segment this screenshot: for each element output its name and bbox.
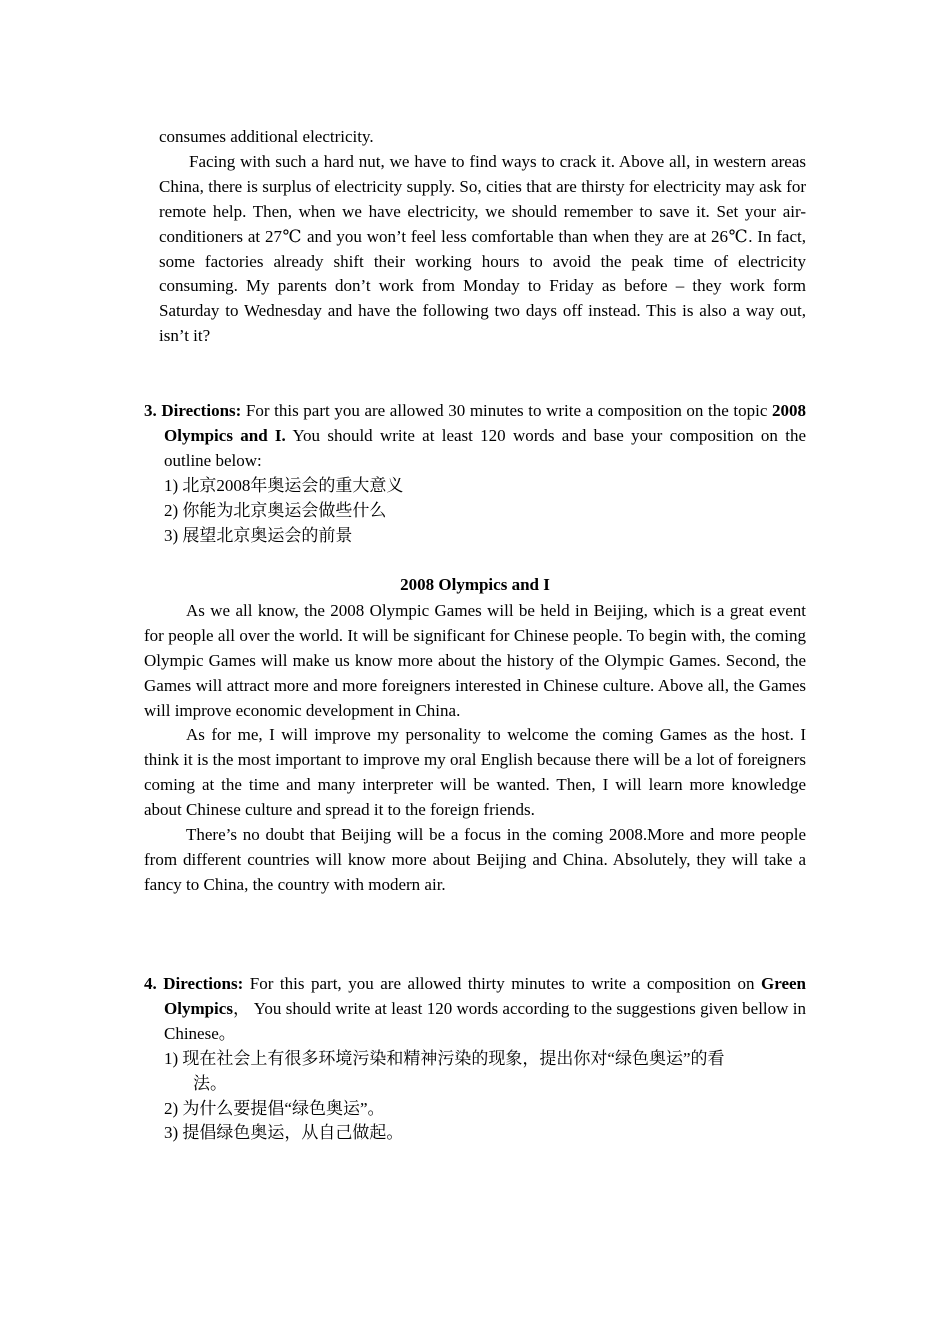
essay-title: 2008 Olympics and I (400, 575, 550, 594)
question-4 (0, 972, 950, 1146)
outline-item: 1) 北京2008年奥运会的重大意义 (164, 475, 404, 495)
directions-3: 3. Directions: For this part you are allowed 30 minutes to write a composition on the topic 2008 Olympics and I. You should write at least 120 words and base your composition on the outline below: (144, 401, 806, 470)
outline-item: 2) 你能为北京奥运会做些什么 (164, 500, 387, 520)
outline-item: 2) 为什么要提倡“绿色奥运”。 (164, 1098, 385, 1118)
question-number: 4. Directions: (144, 974, 244, 993)
question-3 (0, 399, 950, 548)
outline-item: 1) 现在社会上有很多环境污染和精神污染的现象，提出你对“绿色奥运”的看 (164, 1048, 725, 1068)
paragraph: consumes additional electricity. (159, 127, 374, 146)
sample-essay (0, 573, 950, 898)
outline-item: 3) 展望北京奥运会的前景 (164, 525, 353, 545)
question-number: 3. Directions: (144, 401, 242, 420)
previous-essay-ending (0, 125, 950, 349)
topic: 2008 Olympics and I. (164, 401, 806, 445)
outline-item: 3) 提倡绿色奥运，从自己做起。 (164, 1123, 404, 1143)
directions-4: 4. Directions: For this part, you are allowed thirty minutes to write a composition on Green Olympics， You should write at least 120 words according to the suggestions given bellow in Chinese。 (144, 974, 806, 1043)
paragraph: Facing with such a hard nut, we have to find ways to crack it. Above all, in western areas China, there is surplus of electricity supply. So, cities that are thirsty for electricity may ask for remote help. Then, when we have electricity, we should remember to save it. Set your air-conditioners at 27℃ and you won’t feel less comfortable than when they are at 26℃. In fact, some factories already shift their working hours to avoid the peak time of electricity consuming. My parents don’t work from Monday to Friday as before – they work form Saturday to Wednesday and have the following two days off instead. This is also a way out, isn’t it? (159, 151, 806, 346)
essay-paragraph: As for me, I will improve my personality to welcome the coming Games as the host. I think it is the most important to improve my oral English because there will be a lot of foreigners coming at the time and many interpreter will be wanted. Then, I will learn more knowledge about Chinese culture and spread it to the foreign friends. (144, 725, 806, 820)
essay-paragraph: There’s no doubt that Beijing will be a focus in the coming 2008.More and more people from different countries will know more about Beijing and China. Absolutely, they will take a fancy to China, the country with modern air. (144, 825, 806, 894)
topic: Green Olympics (164, 974, 806, 1018)
essay-paragraph: As we all know, the 2008 Olympic Games will be held in Beijing, which is a great event for people all over the world. It will be significant for Chinese people. To begin with, the coming Olympic Games will make us know more about the history of the Olympic Games. Second, the Games will attract more and more foreigners interested in Chinese culture. Above all, the Games will improve economic development in China. (144, 600, 806, 720)
outline-item-continued: 法。 (193, 1073, 227, 1093)
